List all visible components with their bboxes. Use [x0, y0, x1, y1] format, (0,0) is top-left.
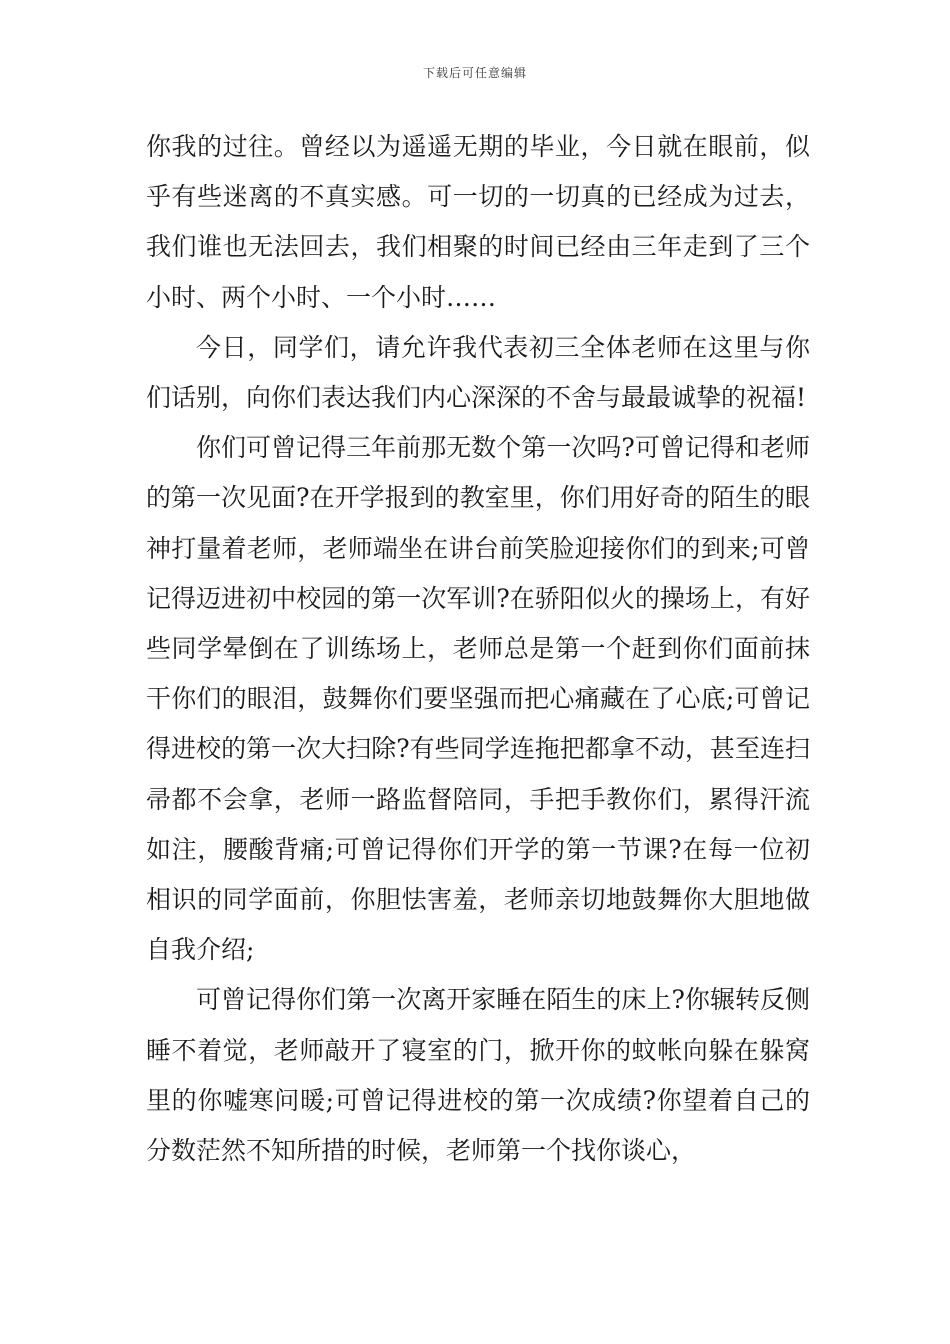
body-text: [146, 122, 810, 1176]
paragraph-4: 可曾记得你们第一次离开家睡在陌生的床上?你辗转反侧睡不着觉，老师敲开了寝室的门，掀开你的蚊帐向躲在躲窝里的你嘘寒问暖;可曾记得进校的第一次成绩?你望着自己的分数茫然不知所措的时候，老师第一个找你谈心，: [146, 985, 810, 1166]
paragraph-2: 今日，同学们，请允许我代表初三全体老师在这里与你们话别，向你们表达我们内心深深的不舍与最最诚挚的祝福!: [146, 332, 810, 413]
paragraph-1: 你我的过往。曾经以为遥遥无期的毕业，今日就在眼前，似乎有些迷离的不真实感。可一切的一切真的已经成为过去，我们谁也无法回去，我们相聚的时间已经由三年走到了三个小时、两个小时、一个小时……: [146, 132, 810, 312]
header-note: 下载后可任意编辑: [422, 66, 527, 80]
paragraph-3: 你们可曾记得三年前那无数个第一次吗?可曾记得和老师的第一次见面?在开学报到的教室里，你们用好奇的陌生的眼神打量着老师，老师端坐在讲台前笑脸迎接你们的到来;可曾记得迈进初中校园的第一次军训?在骄阳似火的操场上，有好些同学晕倒在了训练场上，老师总是第一个赶到你们面前抹干你们的眼泪，鼓舞你们要坚强而把心痛藏在了心底;可曾记得进校的第一次大扫除?有些同学连拖把都拿不动，甚至连扫帚都不会拿，老师一路监督陪同，手把手教你们，累得汗流如注，腰酸背痛;可曾记得你们开学的第一节课?在每一位初相识的同学面前，你胆怯害羞，老师亲切地鼓舞你大胆地做自我介绍;: [146, 433, 810, 965]
